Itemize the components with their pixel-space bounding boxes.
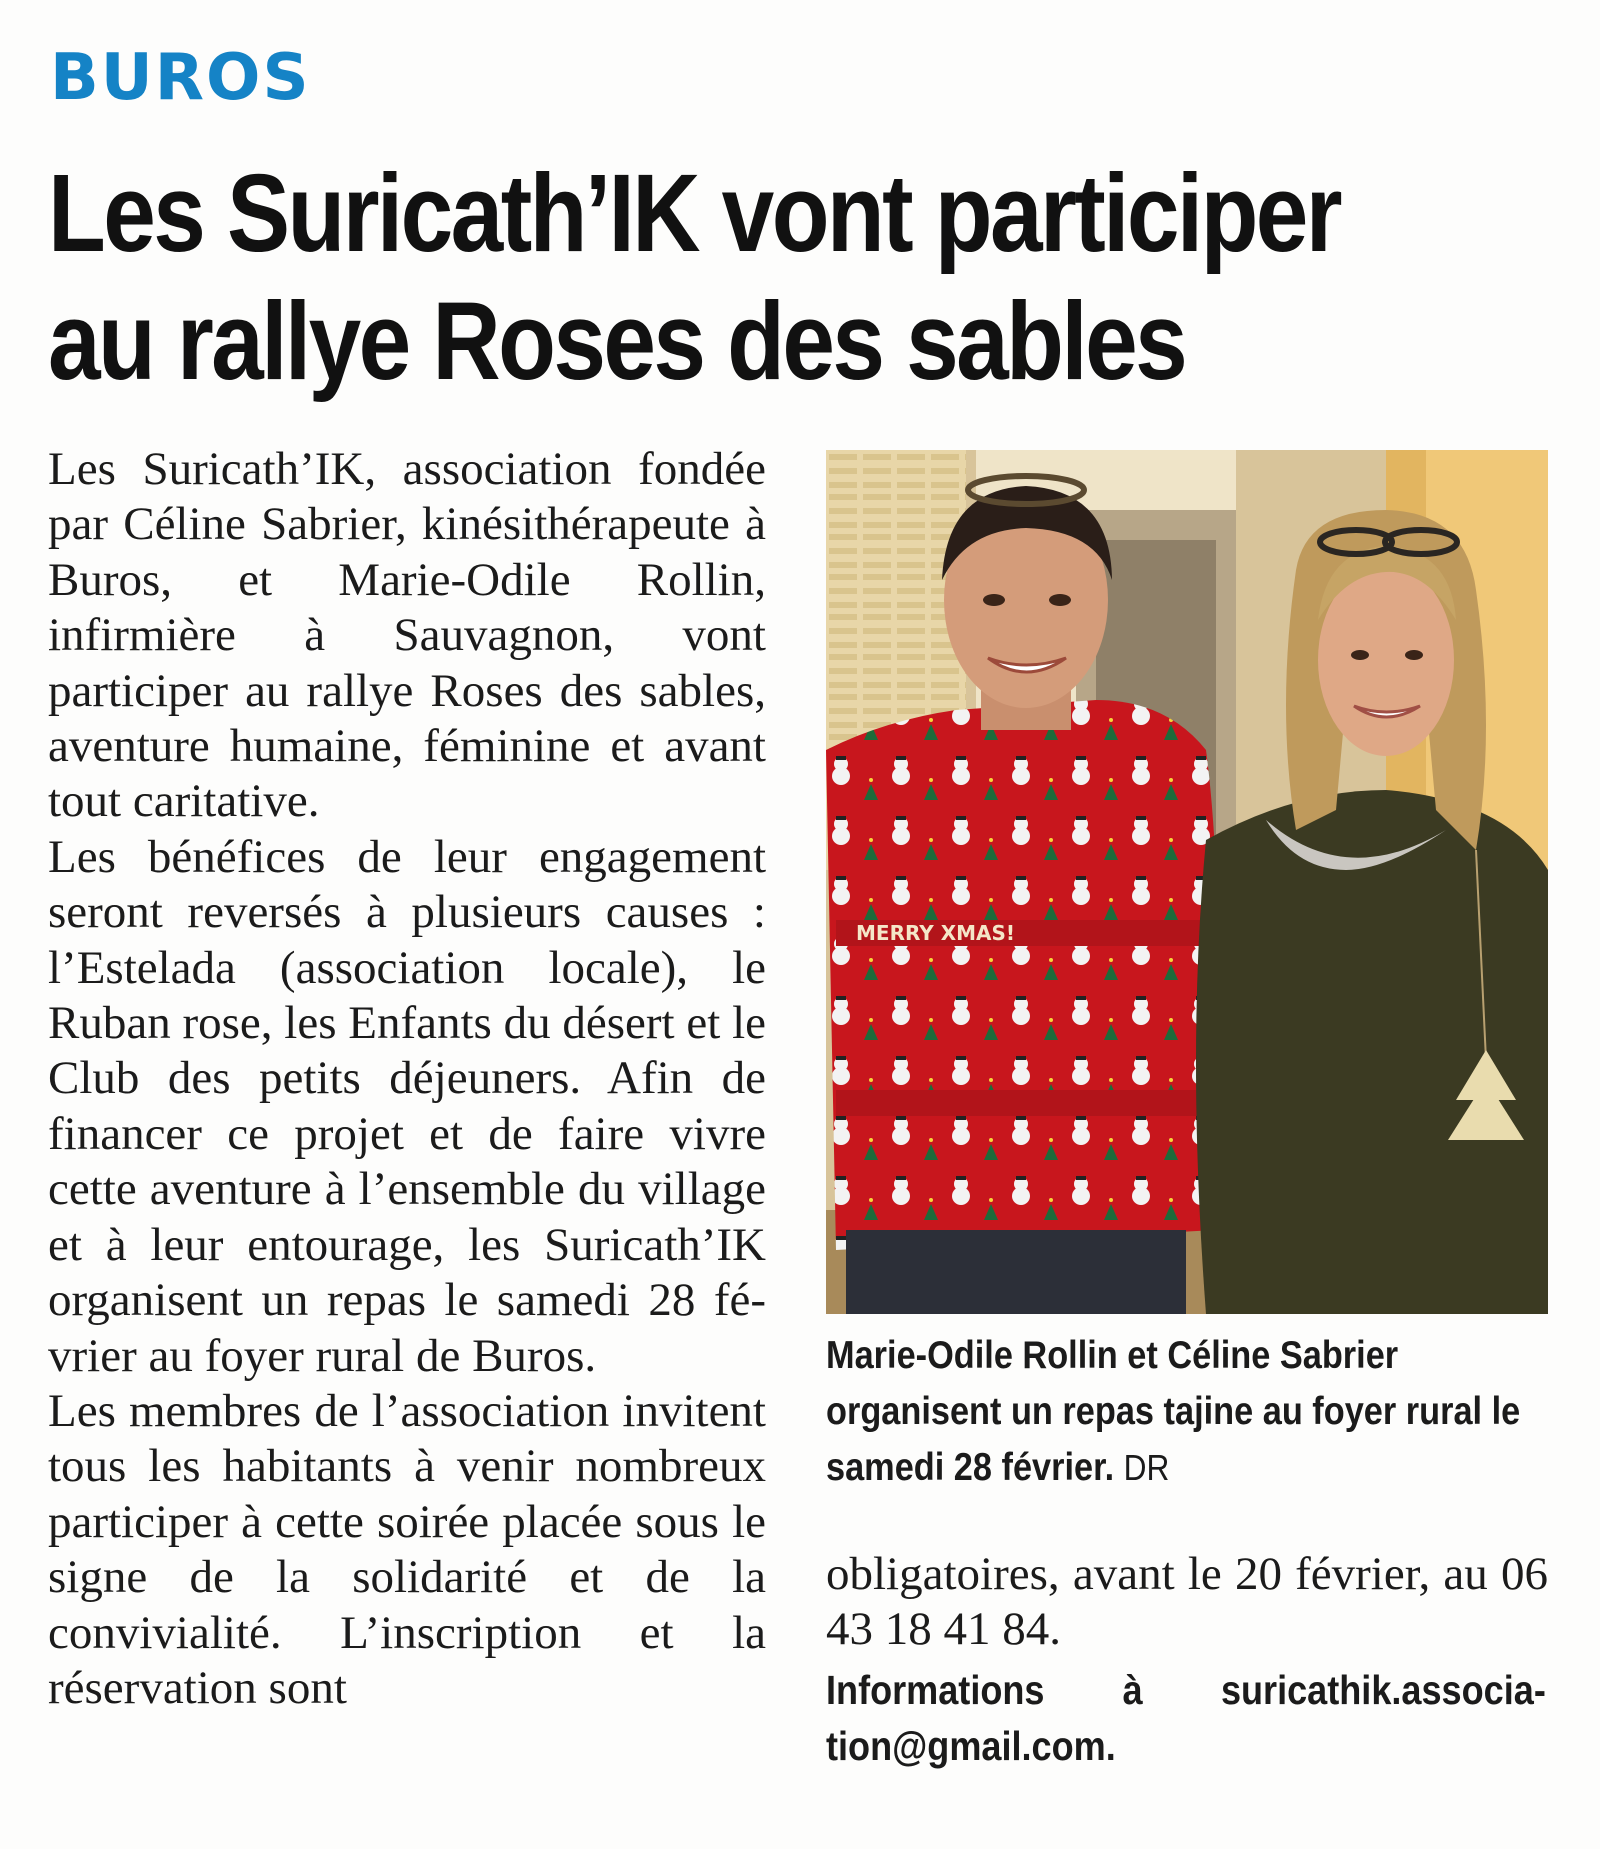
photo-credit: DR bbox=[1123, 1447, 1170, 1488]
headline-line-2: au rallye Roses des sables bbox=[48, 280, 1186, 403]
contact-info: Informations à suricathik.association@gmail.com. bbox=[826, 1667, 1546, 1769]
caption-text: Marie-Odile Rollin et Céline Sabrier organisent un repas tajine au foyer rural le samedi 28 février. bbox=[826, 1334, 1521, 1489]
section-kicker: BUROS bbox=[50, 41, 311, 115]
sweater-text: MERRY XMAS! bbox=[856, 921, 1016, 945]
body-paragraph-2: Les bénéfices de leur engagement seront reversés à plusieurs causes : l’Estelada (association locale), le Ruban rose, les Enfants du désert et le Club des petits déjeuners. Afin de financer ce projet et de faire vivre cette aventure à l’ensemble du village et à leur entourage, les Suricath’IK organisent un repas le samedi 28 février au foyer rural de Buros. bbox=[48, 830, 766, 1382]
body-paragraph-1: Les Suricath’IK, association fondée par Céline Sabrier, kinésithérapeute à Buros, et Marie-Odile Rollin, infirmière à Sauvagnon, vont participer au rallye Roses des sables, aventure humaine, féminine et avant tout caritative. bbox=[48, 443, 766, 828]
body-paragraph-3: Les membres de l’association invitent tous les habitants à venir nombreux participer à cette soirée placée sous le signe de la solidarité et de la convivialité. L’inscription et la réservation sont bbox=[48, 1384, 766, 1714]
headline-line-1: Les Suricath’IK vont participer bbox=[48, 152, 1341, 275]
article-photo bbox=[826, 450, 1548, 1314]
photo-caption bbox=[826, 1328, 1546, 1496]
body-continuation: obligatoires, avant le 20 février, au 06 43 18 41 84. bbox=[826, 1548, 1548, 1656]
headline bbox=[48, 150, 1355, 406]
article-body-column bbox=[48, 442, 766, 1716]
